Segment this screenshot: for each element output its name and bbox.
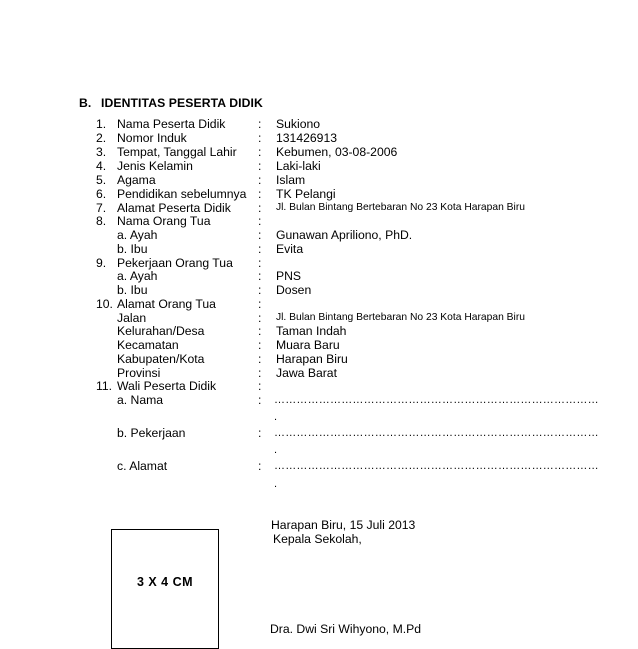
fill-line-end: . (274, 478, 278, 490)
row-value: Laki-laki (276, 159, 321, 173)
row-label: Nomor Induk (117, 131, 187, 145)
row-number: 6. (96, 187, 107, 201)
row-label: Kecamatan (117, 338, 179, 352)
row-label: Jalan (117, 311, 147, 325)
row-value: Evita (276, 242, 304, 256)
row-value: Muara Baru (276, 338, 340, 352)
photo-size-label: 3 X 4 CM (136, 575, 194, 589)
row-label: Tempat, Tanggal Lahir (117, 145, 237, 159)
row-colon: : (258, 201, 262, 215)
row-label: b. Pekerjaan (117, 426, 186, 440)
row-label: Provinsi (117, 366, 161, 380)
principal-title: Kepala Sekolah, (273, 532, 362, 546)
row-colon: : (258, 214, 262, 228)
row-value: Gunawan Apriliono, PhD. (276, 228, 413, 242)
row-colon: : (258, 297, 262, 311)
row-label: Alamat Orang Tua (117, 297, 216, 311)
row-label: b. Ibu (117, 242, 148, 256)
row-colon: : (258, 173, 262, 187)
row-colon: : (258, 426, 262, 440)
row-number: 2. (96, 131, 107, 145)
row-value: Sukiono (276, 117, 321, 131)
fill-line-dots: …………………………………………………………………………… (274, 460, 599, 472)
row-label: a. Ayah (117, 228, 158, 242)
row-colon: : (258, 269, 262, 283)
row-value: PNS (276, 269, 302, 283)
row-value: Taman Indah (276, 324, 347, 338)
row-number: 11. (96, 379, 113, 393)
row-number: 3. (96, 145, 107, 159)
row-value: Jl. Bulan Bintang Bertebaran No 23 Kota Harapan Biru (276, 202, 525, 213)
row-colon: : (258, 366, 262, 380)
row-label: Kabupaten/Kota (117, 352, 205, 366)
row-label: a. Nama (117, 393, 164, 407)
row-colon: : (258, 311, 262, 325)
row-value: Jl. Bulan Bintang Bertebaran No 23 Kota Harapan Biru (276, 312, 525, 323)
row-colon: : (258, 145, 262, 159)
row-colon: : (258, 117, 262, 131)
row-colon: : (258, 338, 262, 352)
row-label: Alamat Peserta Didik (117, 201, 231, 215)
row-number: 7. (96, 201, 107, 215)
row-value: Kebumen, 03-08-2006 (276, 145, 398, 159)
row-label: c. Alamat (117, 459, 168, 473)
row-label: Pekerjaan Orang Tua (117, 256, 233, 270)
photo-box (111, 529, 219, 649)
row-value: Harapan Biru (276, 352, 348, 366)
section-letter: B. (79, 96, 92, 110)
row-colon: : (258, 352, 262, 366)
row-colon: : (258, 256, 262, 270)
row-number: 9. (96, 256, 107, 270)
row-number: 10. (96, 297, 113, 311)
place-date: Harapan Biru, 15 Juli 2013 (271, 518, 416, 532)
row-label: Agama (117, 173, 156, 187)
row-value: 131426913 (276, 131, 338, 145)
row-colon: : (258, 242, 262, 256)
row-label: a. Ayah (117, 269, 158, 283)
row-number: 8. (96, 214, 107, 228)
row-label: Nama Peserta Didik (117, 117, 226, 131)
row-label: b. Ibu (117, 283, 148, 297)
row-colon: : (258, 187, 262, 201)
row-number: 1. (96, 117, 107, 131)
row-colon: : (258, 459, 262, 473)
row-label: Kelurahan/Desa (117, 324, 205, 338)
row-number: 4. (96, 159, 107, 173)
row-colon: : (258, 379, 262, 393)
row-label: Wali Peserta Didik (117, 379, 217, 393)
row-value: Dosen (276, 283, 312, 297)
row-label: Jenis Kelamin (117, 159, 193, 173)
row-colon: : (258, 131, 262, 145)
row-number: 5. (96, 173, 107, 187)
row-label: Pendidikan sebelumnya (117, 187, 247, 201)
row-value: TK Pelangi (276, 187, 336, 201)
fill-line-end: . (274, 411, 278, 423)
fill-line-end: . (274, 444, 278, 456)
fill-line-dots: …………………………………………………………………………… (274, 427, 599, 439)
principal-name: Dra. Dwi Sri Wihyono, M.Pd (270, 622, 422, 636)
row-label: Nama Orang Tua (117, 214, 211, 228)
row-colon: : (258, 324, 262, 338)
section-heading (79, 96, 263, 110)
section-title: IDENTITAS PESERTA DIDIK (101, 96, 263, 110)
row-value: Jawa Barat (276, 366, 337, 380)
row-colon: : (258, 159, 262, 173)
row-colon: : (258, 228, 262, 242)
row-colon: : (258, 393, 262, 407)
row-value: Islam (276, 173, 306, 187)
row-colon: : (258, 283, 262, 297)
fill-line-dots: …………………………………………………………………………… (274, 394, 599, 406)
